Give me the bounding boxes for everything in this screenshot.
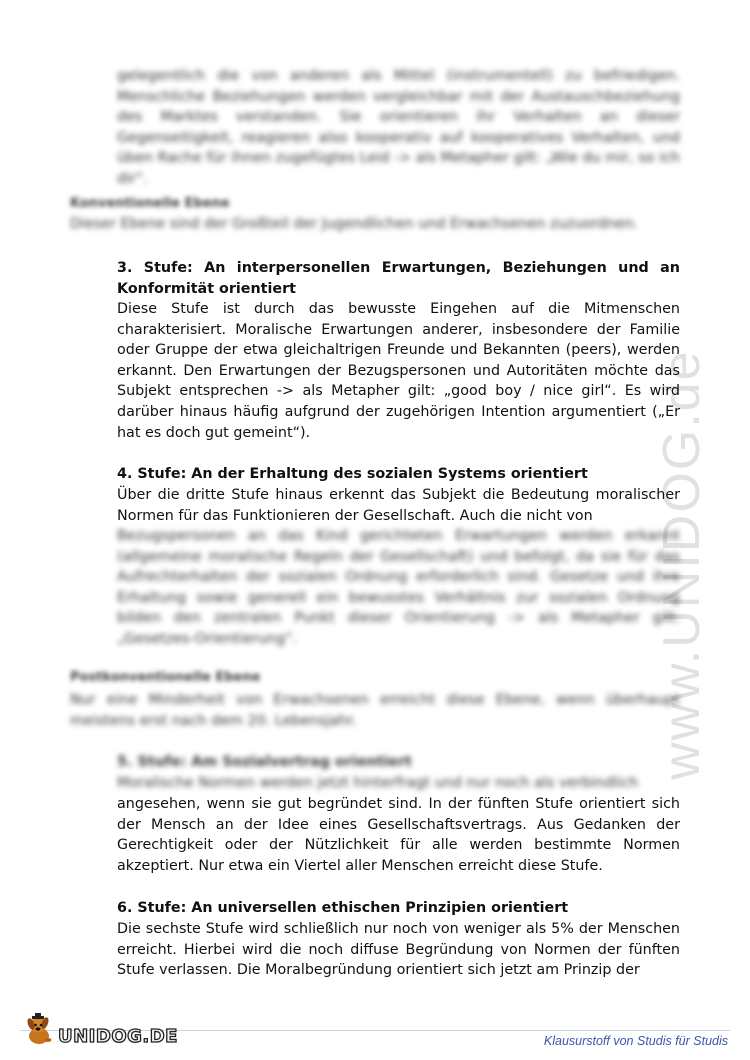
unidog-logo[interactable] <box>22 1012 178 1046</box>
stufe-4-text: Über die dritte Stufe hinaus erkennt das Subjekt die Bedeutung moralischer Normen für das Funktionieren der Gesellschaft. Auch die nicht von <box>117 487 680 524</box>
footer-tagline: Klausurstoff von Studis für Studis <box>543 1034 728 1048</box>
stufe-6-heading: 6. Stufe: An universellen ethischen Prinzipien orientiert <box>117 900 569 916</box>
stufe-3-heading: 3. Stufe: An interpersonellen Erwartungen, Beziehungen und an Konformität orientiert <box>117 260 680 297</box>
section-heading-postkonventionell: Postkonventionelle Ebene <box>70 670 261 685</box>
section-heading-konventionell: Konventionelle Ebene <box>70 196 230 211</box>
stufe-5-heading: 5. Stufe: Am Sozialvertrag orientiert <box>117 754 412 770</box>
dog-icon <box>22 1012 56 1046</box>
stufe-6-text: Die sechste Stufe wird schließlich nur noch von weniger als 5% der Menschen erreicht. Hierbei wird die noch diffuse Begründung von Normen der fünften Stufe verlassen. Die Moralbegründung orientiert sich jetzt am Prinzip der <box>117 921 680 979</box>
stufe-4-heading: 4. Stufe: An der Erhaltung des sozialen Systems orientiert <box>117 466 588 482</box>
section-text-postkonventionell: Nur eine Minderheit von Erwachsenen erreicht diese Ebene, wenn überhaupt meistens erst nach dem 20. Lebensjahr. <box>70 692 680 729</box>
logo-text: UNIDOG.DE <box>58 1026 178 1047</box>
stufe-3-text: Diese Stufe ist durch das bewusste Eingehen auf die Mitmenschen charakterisiert. Moralische Erwartungen anderer, insbesondere der Familie oder Gruppe der etwa gleichaltrigen Freunde und Bekannten (peers), werden erkannt. Den Erwartungen der Bezugspersonen und Autoritäten möchte das Subjekt entsprechen -> als Metapher gilt: „good boy / nice girl“. Es wird darüber hinaus häufig aufgrund der zugehörigen Intention argumentiert („Er hat es doch gut gemeint“). <box>117 301 680 441</box>
intro-paragraph: gelegentlich die von anderen als Mittel (instrumentell) zu befriedigen. Menschliche Beziehungen werden vergleichbar mit der Austauschbeziehung des Marktes verstanden. Sie orientieren ihr Verhalten an dieser Gegenseitigkeit, reagieren also kooperativ auf kooperatives Verhalten, und üben Rache für ihnen zugefügtes Leid -> als Metapher gilt: „Wie du mir, so ich dir“. <box>117 68 680 187</box>
stufe-4-text-blurred: Bezugspersonen an das Kind gerichteten Erwartungen werden erkannt (allgemeine moralische Regeln der Gesellschaft) und befolgt, da sie für das Aufrechterhalten der sozialen Ordnung erforderlich sind. Gesetze und ihre Erhaltung sowie generell ein bewusstes Verhältnis zur sozialen Ordnung bilden den zentralen Punkt dieser Orientierung -> als Metapher gilt: „Gesetzes-Orientierung“. <box>117 528 680 647</box>
section-text-konventionell: Dieser Ebene sind der Großteil der Jugendlichen und Erwachsenen zuzuordnen. <box>70 216 639 232</box>
stufe-5-text: angesehen, wenn sie gut begründet sind. In der fünften Stufe orientiert sich der Mensch an der Idee eines Gesellschaftsvertrags. Aus Gedanken der Gerechtigkeit oder der Nützlichkeit für alle werden bestimmte Normen akzeptiert. Nur etwa ein Viertel aller Menschen erreicht diese Stufe. <box>117 796 680 874</box>
stufe-5-text-blurred: Moralische Normen werden jetzt hinterfragt und nur noch als verbindlich <box>117 775 639 791</box>
watermark: www.UNIDOG.de <box>653 349 711 780</box>
